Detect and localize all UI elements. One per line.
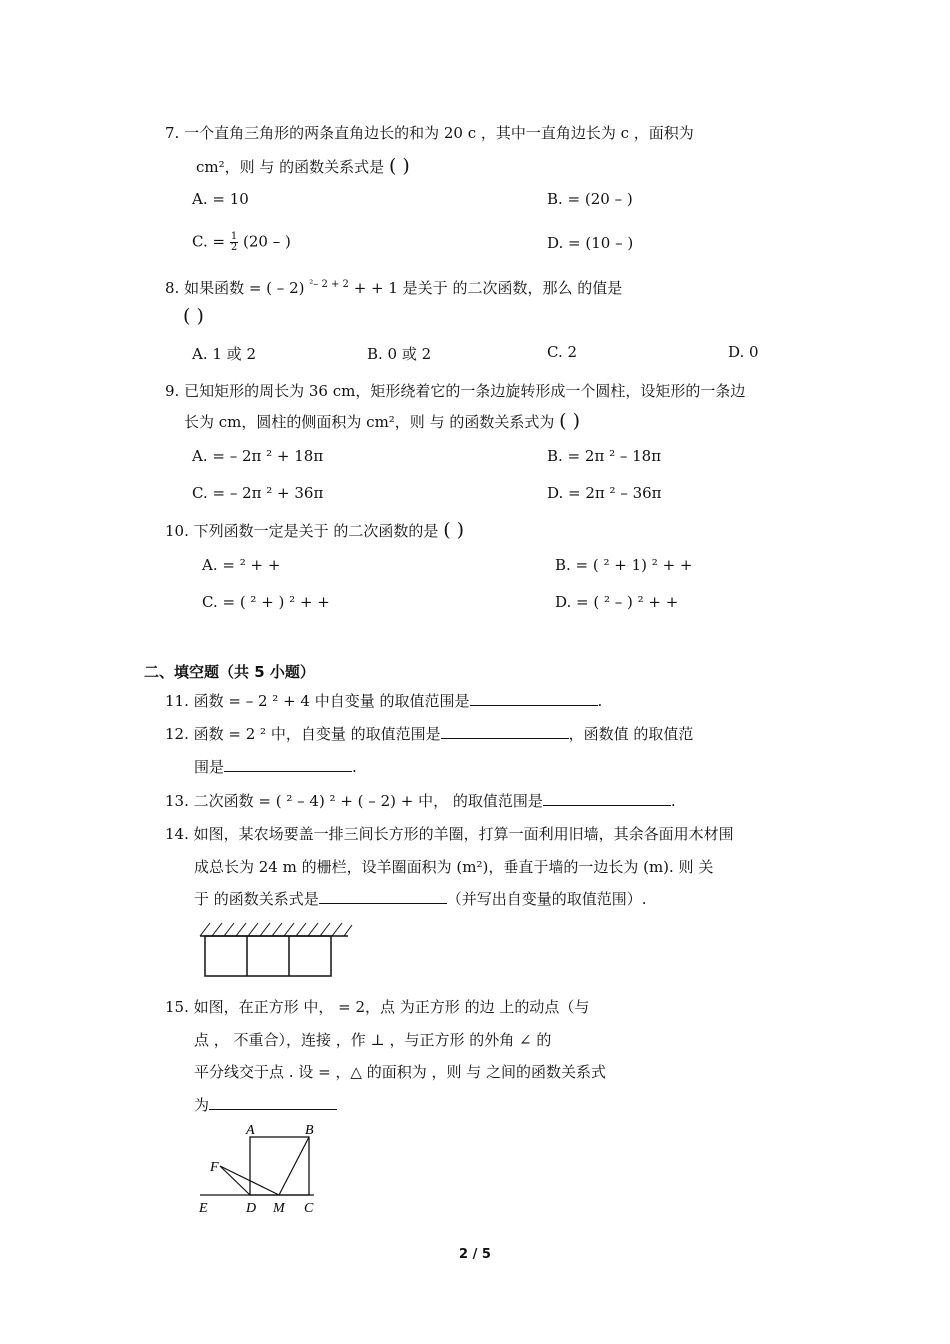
q15-line4 (194, 1094, 337, 1115)
q10-option-d: D. = ( ² – ) ² + + (555, 593, 679, 611)
q10-line1 (165, 519, 464, 541)
q7-option-c (192, 232, 291, 253)
q7-option-b: B. = (20 – ) (547, 190, 633, 208)
q14-line3-text: 于 的函数关系式是 (194, 890, 319, 908)
q9-option-d: D. = 2π ² – 36π (547, 484, 662, 502)
q13-period: . (670, 792, 676, 810)
q10-option-b: B. = ( ² + 1) ² + + (555, 556, 693, 574)
q14-line3-hint: （并写出自变量的取值范围）. (446, 890, 647, 908)
square-abcd (250, 1137, 309, 1195)
q12-answer-blank-1[interactable] (441, 723, 569, 739)
q11 (165, 690, 602, 711)
q14-line1: 14. 如图，某农场要盖一排三间长方形的羊圈，打算一面利用旧墙，其余各面用木材围 (165, 825, 734, 843)
q12-line1 (165, 723, 693, 744)
q9-line2 (184, 410, 580, 432)
q15-answer-blank[interactable] (209, 1094, 337, 1110)
q7-fraction-numerator: 1 (230, 231, 238, 242)
q9-line1: 9. 已知矩形的周长为 36 cm，矩形绕着它的一条边旋转形成一个圆柱，设矩形的一条边 (165, 382, 746, 400)
q7-option-d: D. = (10 – ) (547, 234, 634, 252)
q12-period: . (352, 758, 357, 776)
q9-option-b: B. = 2π ² – 18π (547, 447, 662, 465)
q7-answer-paren: ( ) (388, 155, 410, 177)
q10-option-c: C. = ( ² + ) ² + + (202, 593, 330, 611)
q7-option-c-post: (20 – ) (242, 232, 291, 251)
q11-answer-blank[interactable] (470, 690, 598, 706)
q12-text-mid: ，函数值 的取值范 (568, 725, 694, 743)
q14-answer-blank[interactable] (319, 888, 447, 904)
q9-option-a: A. = – 2π ² + 18π (192, 447, 324, 465)
page-number: 2 / 5 (459, 1247, 491, 1262)
q10-option-a: A. = ² + + (202, 556, 281, 574)
q7-fraction-denominator: 2 (230, 242, 238, 253)
q9-option-c: C. = – 2π ² + 36π (192, 484, 324, 502)
q8-answer-paren: ( ) (183, 305, 204, 327)
sheep-pen-figure (196, 918, 356, 982)
q7-option-a: A. = 10 (192, 190, 249, 208)
label-b: B (305, 1123, 314, 1138)
q13 (165, 790, 676, 811)
q15-line1: 15. 如图，在正方形 中， = 2，点 为正方形 的边 上的动点（与 (165, 998, 590, 1016)
q10-line1-text: 10. 下列函数一定是关于 的二次函数的是 (165, 522, 439, 540)
q8-option-d: D. 0 (728, 343, 759, 361)
q10-answer-paren: ( ) (443, 519, 465, 541)
pen-outline (205, 936, 331, 976)
q15-line4-text: 为 (194, 1096, 210, 1114)
q8-line1-text: 8. 如果函数 = ( – 2) (165, 279, 305, 297)
q14-line2: 成总长为 24 m 的栅栏，设羊圈面积为 (m²)，垂直于墙的一边长为 (m). 则 关 (194, 858, 714, 876)
label-m: M (273, 1201, 285, 1216)
q14-line3 (194, 888, 647, 909)
label-a: A (246, 1123, 255, 1138)
square-figure (196, 1118, 326, 1218)
q8-line1 (165, 277, 622, 298)
q11-text: 11. 函数 = – 2 ² + 4 中自变量 的取值范围是 (165, 692, 470, 710)
q7-line1: 7. 一个直角三角形的两条直角边长的和为 20 c ，其中一直角边长为 c ，面积为 (165, 124, 694, 142)
q8-exponent: ²– 2 + 2 (309, 279, 349, 290)
q8-option-c: C. 2 (547, 343, 578, 361)
q9-answer-paren: ( ) (559, 410, 580, 432)
q7-option-c-fraction (230, 232, 238, 253)
q7-line2 (196, 155, 410, 177)
q12-line2 (194, 756, 357, 777)
label-c: C (304, 1201, 314, 1216)
q15-line2: 点 ， 不重合），连接 ，作 ⊥ ，与正方形 的外角 ∠ 的 (194, 1031, 552, 1049)
q12-line2-text: 围是 (194, 758, 225, 776)
segment-fd (220, 1166, 250, 1195)
label-d: D (246, 1201, 257, 1216)
q12-text: 12. 函数 = 2 ² 中，自变量 的取值范围是 (165, 725, 441, 743)
q11-period: . (597, 692, 603, 710)
q8-option-b: B. 0 或 2 (367, 345, 432, 363)
q9-line2-text: 长为 cm，圆柱的侧面积为 cm²，则 与 的函数关系式为 (184, 413, 555, 431)
q8-option-a: A. 1 或 2 (192, 345, 256, 363)
q13-text: 13. 二次函数 = ( ² – 4) ² + ( – 2) + 中， 的取值范围是 (165, 792, 543, 810)
q7-line2-text: cm²，则 与 的函数关系式是 (196, 158, 385, 176)
q12-answer-blank-2[interactable] (224, 756, 352, 772)
q15-line3: 平分线交于点 . 设 = ，△ 的面积为 ，则 与 之间的函数关系式 (194, 1063, 607, 1081)
q13-answer-blank[interactable] (543, 790, 671, 806)
q7-option-c-pre: C. = (192, 232, 226, 251)
wall-hatching (200, 923, 352, 936)
segment-mb (279, 1137, 309, 1195)
label-e: E (199, 1201, 208, 1216)
label-f: F (210, 1160, 219, 1175)
section-2-title: 二、填空题（共 5 小题） (144, 663, 315, 681)
q8-line1-rest: + + 1 是关于 的二次函数，那么 的值是 (353, 279, 623, 297)
